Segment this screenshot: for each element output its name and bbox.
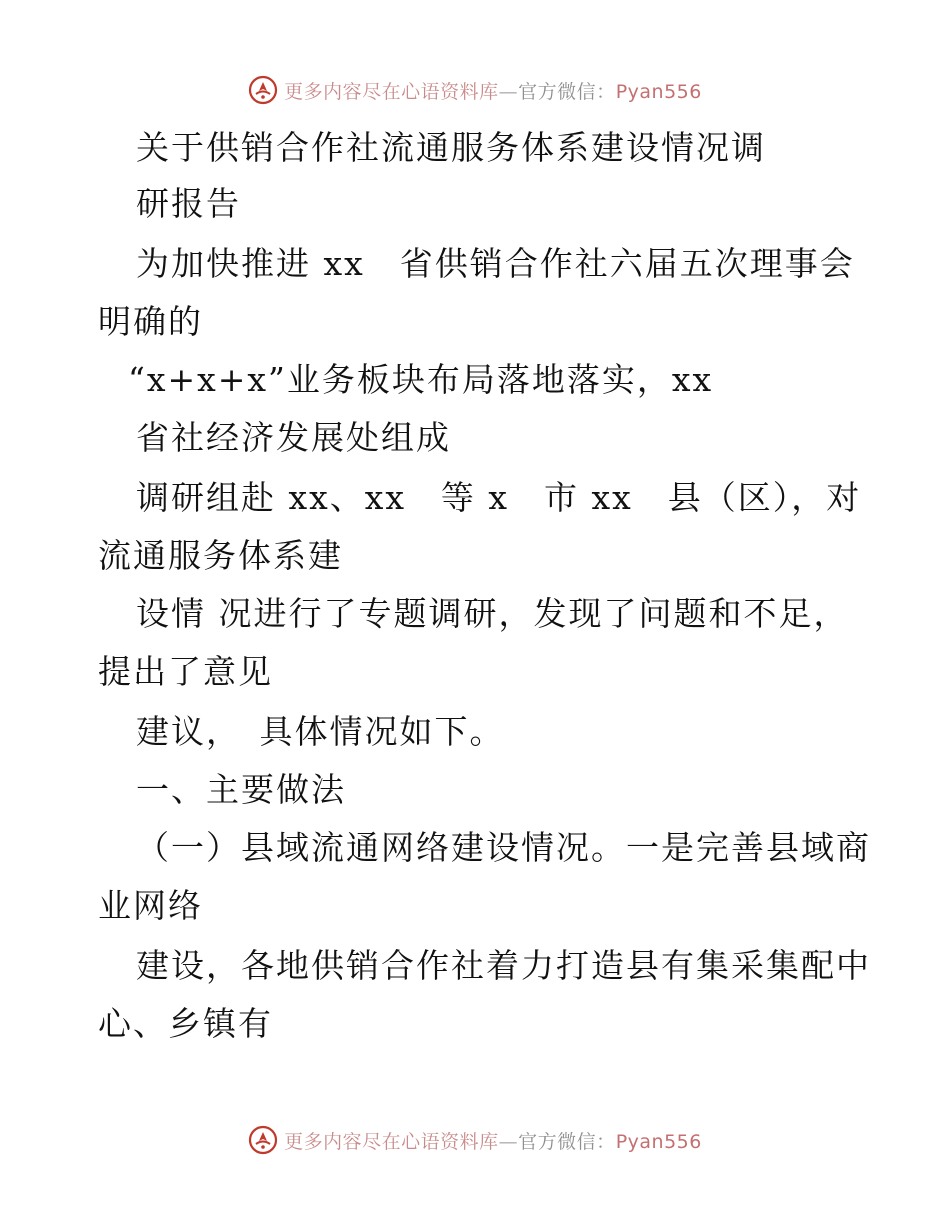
doc-title-line-2: 研报告 <box>136 184 241 223</box>
watermark-group <box>248 1125 702 1155</box>
doc-paragraph-line: 设情 况进行了专题调研，发现了问题和不足， <box>136 594 849 633</box>
doc-paragraph-line: 心、乡镇有 <box>98 1004 273 1043</box>
book-pen-logo-icon <box>248 1125 278 1155</box>
section-heading: 一、主要做法 <box>136 770 346 809</box>
doc-paragraph-line: 为加快推进 xx 省供销合作社六届五次理事会 <box>136 244 855 283</box>
watermark-separator: — <box>498 1130 519 1153</box>
watermark-prefix: 更多内容尽在心语资料库 <box>284 80 499 103</box>
watermark-prefix: 更多内容尽在心语资料库 <box>284 1130 499 1153</box>
doc-paragraph-line: 流通服务体系建 <box>98 536 343 575</box>
doc-paragraph-line: 提出了意见 <box>98 652 273 691</box>
watermark-wechat-label: 官方微信： <box>518 80 616 103</box>
watermark-wechat-id: Pyan556 <box>615 1130 702 1153</box>
watermark-separator: — <box>498 80 519 103</box>
doc-paragraph-line: 调研组赴 xx、xx 等 x 市 xx 县（区），对 <box>136 478 862 517</box>
subsection-line: （一）县域流通网络建设情况。一是完善县域商 <box>136 828 871 867</box>
doc-paragraph-line: “x+x+x”业务板块布局落地落实，xx <box>128 360 714 399</box>
header-watermark <box>0 72 950 108</box>
watermark-group <box>248 75 702 105</box>
watermark-text <box>284 77 702 104</box>
book-pen-logo-icon <box>248 75 278 105</box>
doc-paragraph-line: 建设，各地供销合作社着力打造县有集采集配中 <box>136 946 871 985</box>
doc-title-line-1: 关于供销合作社流通服务体系建设情况调 <box>136 128 766 167</box>
doc-paragraph-line: 业网络 <box>98 886 203 925</box>
doc-paragraph-line: 省社经济发展处组成 <box>136 418 451 457</box>
watermark-wechat-id: Pyan556 <box>615 80 702 103</box>
watermark-wechat-label: 官方微信： <box>518 1130 616 1153</box>
footer-watermark <box>0 1122 950 1158</box>
watermark-text <box>284 1127 702 1154</box>
doc-paragraph-line: 明确的 <box>98 302 203 341</box>
doc-paragraph-line: 建议， 具体情况如下。 <box>136 712 505 751</box>
